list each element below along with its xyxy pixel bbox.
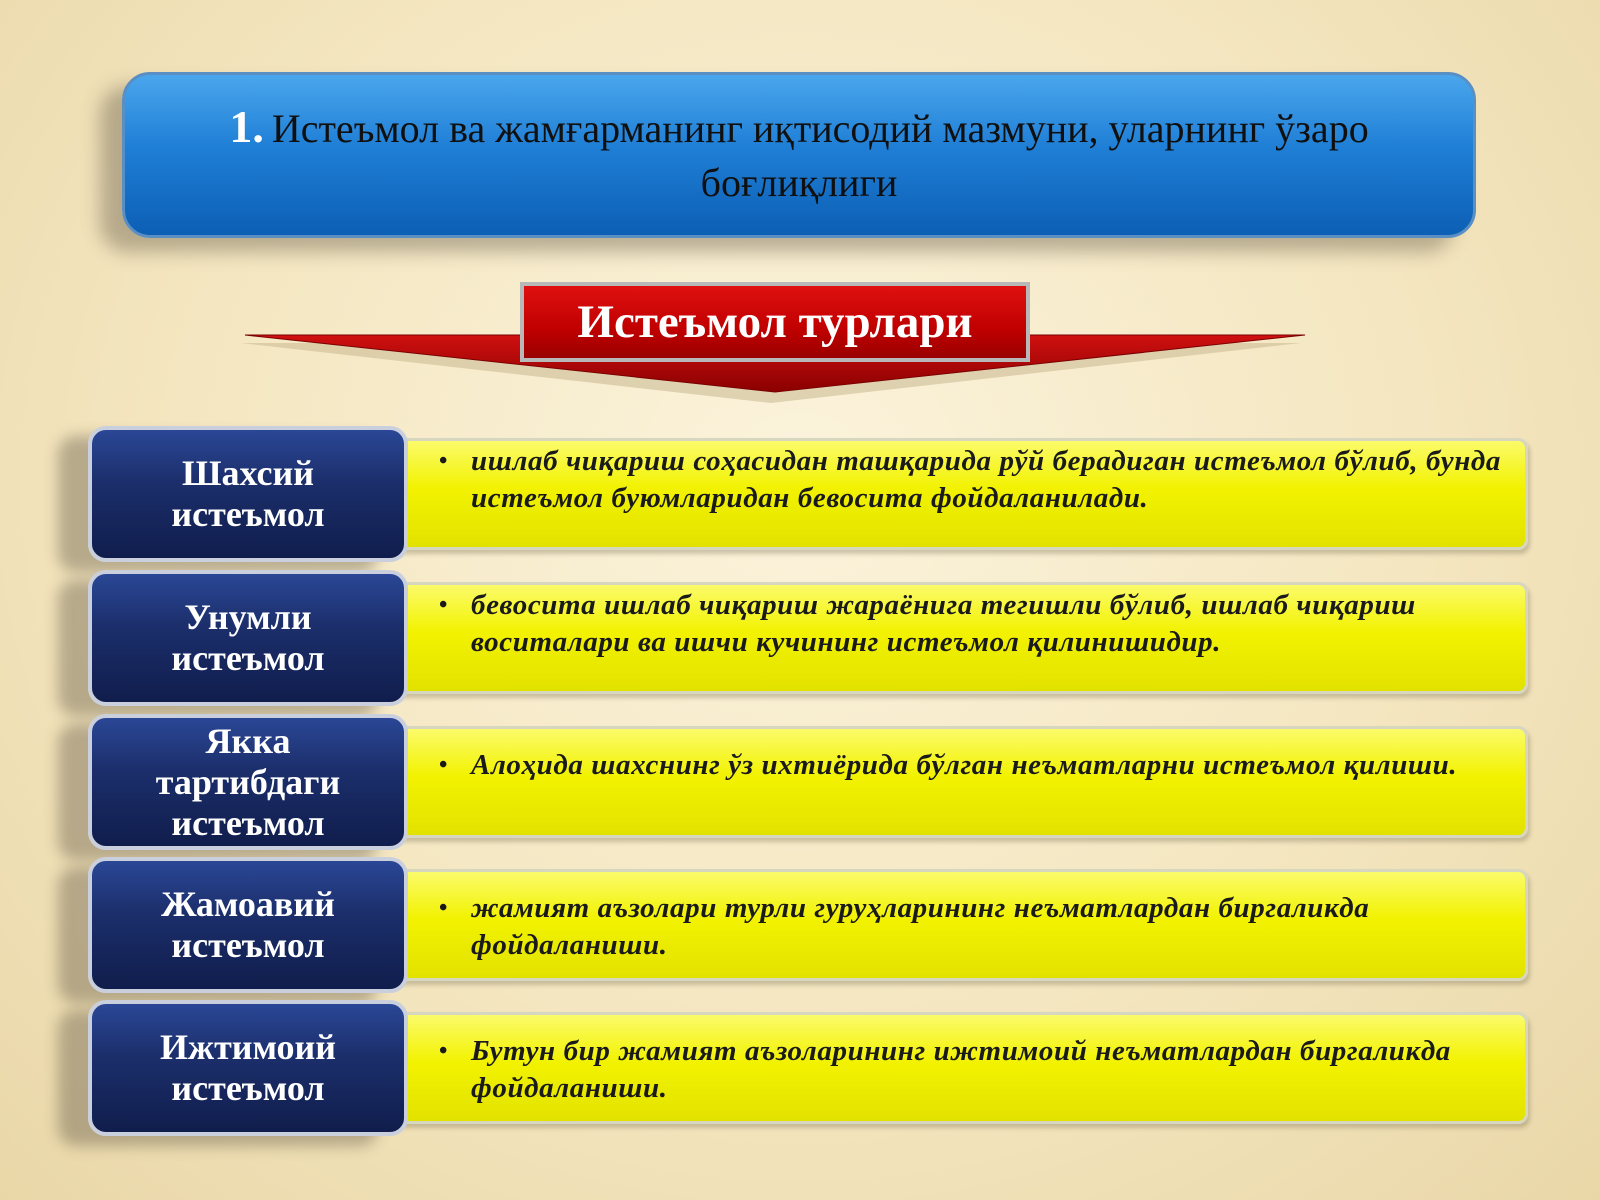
description-item [439,441,1525,517]
description-item [439,872,1525,964]
description-box [388,1012,1528,1124]
category-label: Якка тартибдаги истеъмол [155,720,341,843]
category-box [88,714,408,850]
category-box [88,570,408,706]
description-text: бевосита ишлаб чиқариш жараёнига тегишли бўлиб, ишлаб чиқариш воситалари ва ишчи кучининг истеъмол қилинишидир. [471,589,1416,658]
category-label: Шахсий истеъмол [171,453,325,534]
row-social [88,1000,1538,1136]
category-label: Жамоавий истеъмол [161,884,335,965]
title-number: 1. [229,101,264,152]
bullet-icon: • [439,448,449,474]
category-box [88,426,408,562]
bullet-icon: • [439,752,449,778]
description-text: Алоҳида шахснинг ўз ихтиёрида бўлган неъматларни истеъмол қилиши. [471,749,1458,781]
description-box [388,582,1528,694]
banner-label: Истеъмол турлари [577,296,973,348]
description-text: Бутун бир жамият аъзоларининг ижтимоий неъматлардан биргаликда фойдаланиши. [471,1035,1451,1104]
description-box [388,869,1528,981]
category-box [88,1000,408,1136]
description-box [388,438,1528,550]
category-label: Унумли истеъмол [171,597,325,678]
title-text: Истеъмол ва жамғарманинг иқтисодий мазмуни, уларнинг ўзаро боғлиқлиги [271,106,1369,205]
consumption-types-banner [520,282,1030,362]
description-box [388,726,1528,838]
bullet-icon: • [439,895,449,921]
description-item [439,585,1525,661]
row-individual [88,714,1538,850]
description-item [439,729,1525,784]
category-box [88,857,408,993]
row-collective [88,857,1538,993]
bullet-icon: • [439,1038,449,1064]
description-text: ишлаб чиқариш соҳасидан ташқарида рўй берадиган истеъмол бўлиб, бунда истеъмол буюмларидан бевосита фойдаланилади. [471,445,1501,514]
description-text: жамият аъзолари турли гуруҳларининг неъматлардан биргаликда фойдаланиши. [471,892,1370,961]
description-item [439,1015,1525,1107]
bullet-icon: • [439,592,449,618]
category-label: Ижтимоий истеъмол [159,1027,337,1108]
row-productive [88,570,1538,706]
row-personal [88,426,1538,562]
